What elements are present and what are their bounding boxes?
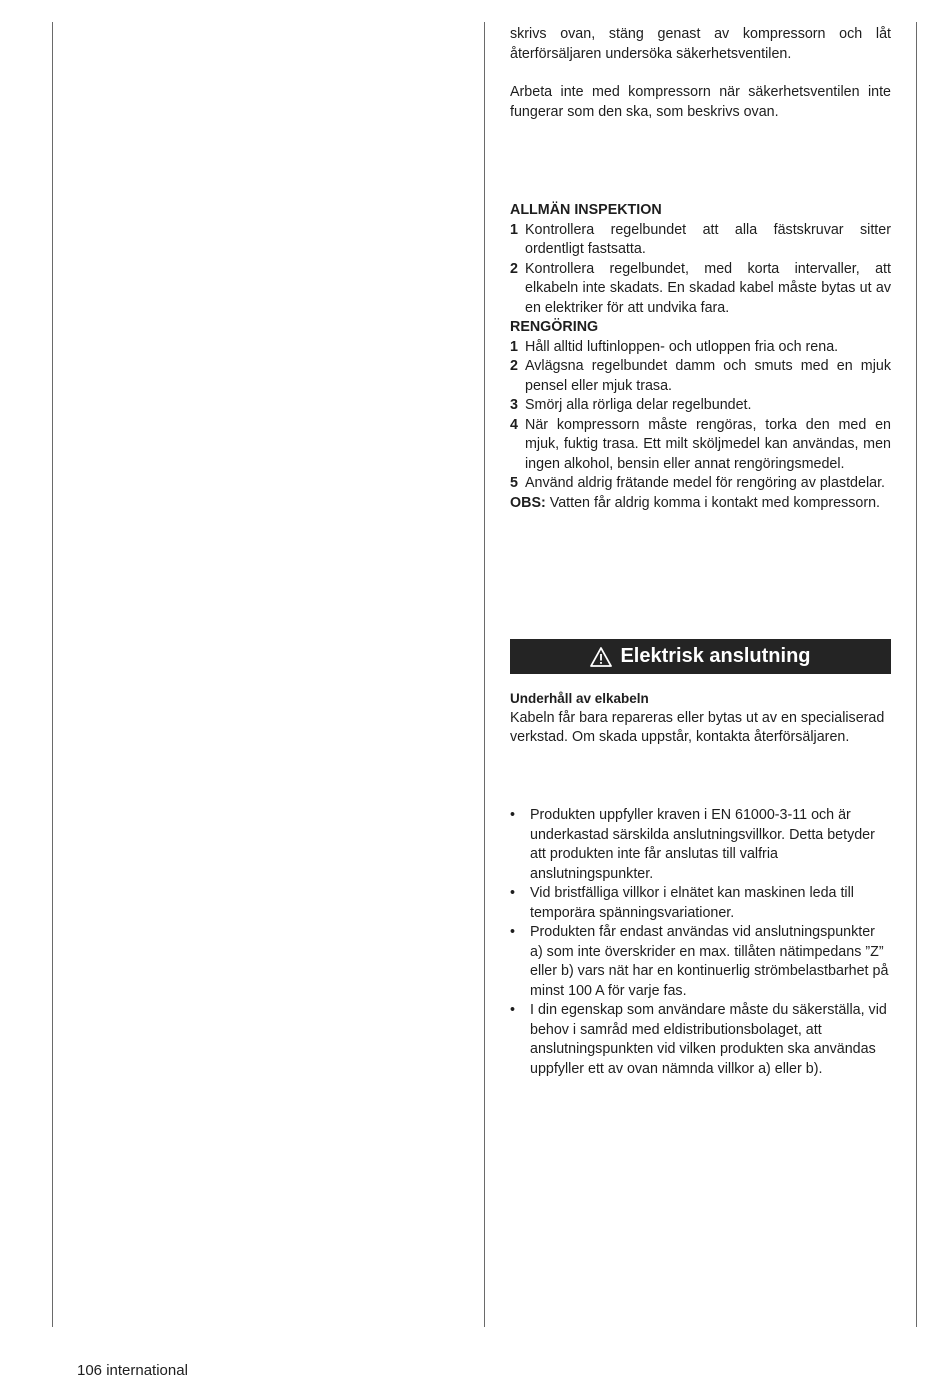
inspection-item [510,221,891,260]
item-text: När kompressorn måste rengöras, torka den med en mjuk, fuktig trasa. Ett milt sköljmedel kan användas, men ingen alkohol, bensin eller annat rengöringsmedel. [525,416,891,472]
item-text: Smörj alla rörliga delar regelbundet. [525,397,752,413]
item-text: Håll alltid luftinloppen- och utloppen fria och rena. [525,338,839,355]
requirement-item [510,806,891,884]
connection-requirements-block [510,806,891,1079]
electrical-connection-banner [510,639,891,674]
cable-maintenance-block [510,689,891,748]
note-text: Vatten får aldrig komma i kontakt med kompressorn. [545,494,881,511]
warning-triangle-icon [590,647,612,667]
cable-maintenance-heading: Underhåll av elkabeln [510,691,649,706]
item-text: Avlägsna regelbundet damm och smuts med en mjuk pensel eller mjuk trasa. [525,358,891,394]
requirement-item [510,1001,891,1079]
bullet-marker: • [510,1002,516,1018]
item-number: 2 [510,260,518,277]
item-number: 1 [510,338,518,355]
cleaning-heading: RENGÖRING [510,319,599,335]
requirements-list [510,806,891,1079]
requirement-text: Produkten får endast användas vid anslutningspunkter a) som inte överskrider en max. tillåten nätimpedans ”Z” eller b) vars nät har en kontinuerlig strömbelastbarhet på minst 100 A för varje fas. [530,924,889,999]
intro-paragraph-2: Arbeta inte med kompressorn när säkerhetsventilen inte fungerar som den ska, som beskrivs ovan. [510,84,891,120]
cleaning-note [510,494,891,514]
item-number: 1 [510,221,518,238]
item-number: 2 [510,358,518,374]
requirement-text: I din egenskap som användare måste du säkerställa, vid behov i samråd med eldistributionsbolaget, att anslutningspunkten vid vilken produkten ska användas uppfyller ett av ovan nämnda villkor a) eller b). [530,1002,887,1077]
requirement-item [510,923,891,1001]
right-column-rule [916,22,917,1327]
bullet-marker: • [510,885,516,901]
maintenance-section [510,201,891,513]
inspection-list [510,221,891,319]
center-column-rule [484,22,485,1327]
banner-title: Elektrisk anslutning [620,645,811,667]
intro-text-block [510,25,891,122]
cleaning-item [510,357,891,396]
item-number: 3 [510,397,518,413]
note-label: OBS: [510,494,546,511]
left-column-rule [52,22,53,1327]
bullet-marker: • [510,807,516,823]
page-footer: 106 international [77,1362,188,1379]
cleaning-item [510,474,891,494]
item-number: 5 [510,475,518,491]
bullet-marker: • [510,924,516,940]
inspection-item [510,260,891,319]
cleaning-item [510,396,891,416]
requirement-item [510,884,891,923]
intro-paragraph-1: skrivs ovan, stäng genast av kompressorn och låt återförsäljaren undersöka säkerhetsventilen. [510,26,891,62]
cleaning-list [510,338,891,494]
item-text: Kontrollera regelbundet, med korta intervaller, att elkabeln inte skadats. En skadad kabel måste bytas ut av en elektriker för att undvika fara. [525,260,891,316]
item-text: Kontrollera regelbundet att alla fästskruvar sitter ordentligt fastsatta. [525,221,891,257]
cleaning-item [510,416,891,475]
requirement-text: Produkten uppfyller kraven i EN 61000-3-11 och är underkastad särskilda anslutningsvillkor. Detta betyder att produkten inte får anslutas till valfria anslutningspunkter. [530,807,875,882]
requirement-text: Vid bristfälliga villkor i elnätet kan maskinen leda till temporära spänningsvariationer. [530,885,854,921]
cable-maintenance-text: Kabeln får bara repareras eller bytas ut av en specialiserad verkstad. Om skada uppstår, kontakta återförsäljaren. [510,709,885,745]
item-text: Använd aldrig frätande medel för rengöring av plastdelar. [525,475,886,491]
cleaning-item [510,338,891,358]
item-number: 4 [510,416,518,433]
inspection-heading: ALLMÄN INSPEKTION [510,202,662,218]
